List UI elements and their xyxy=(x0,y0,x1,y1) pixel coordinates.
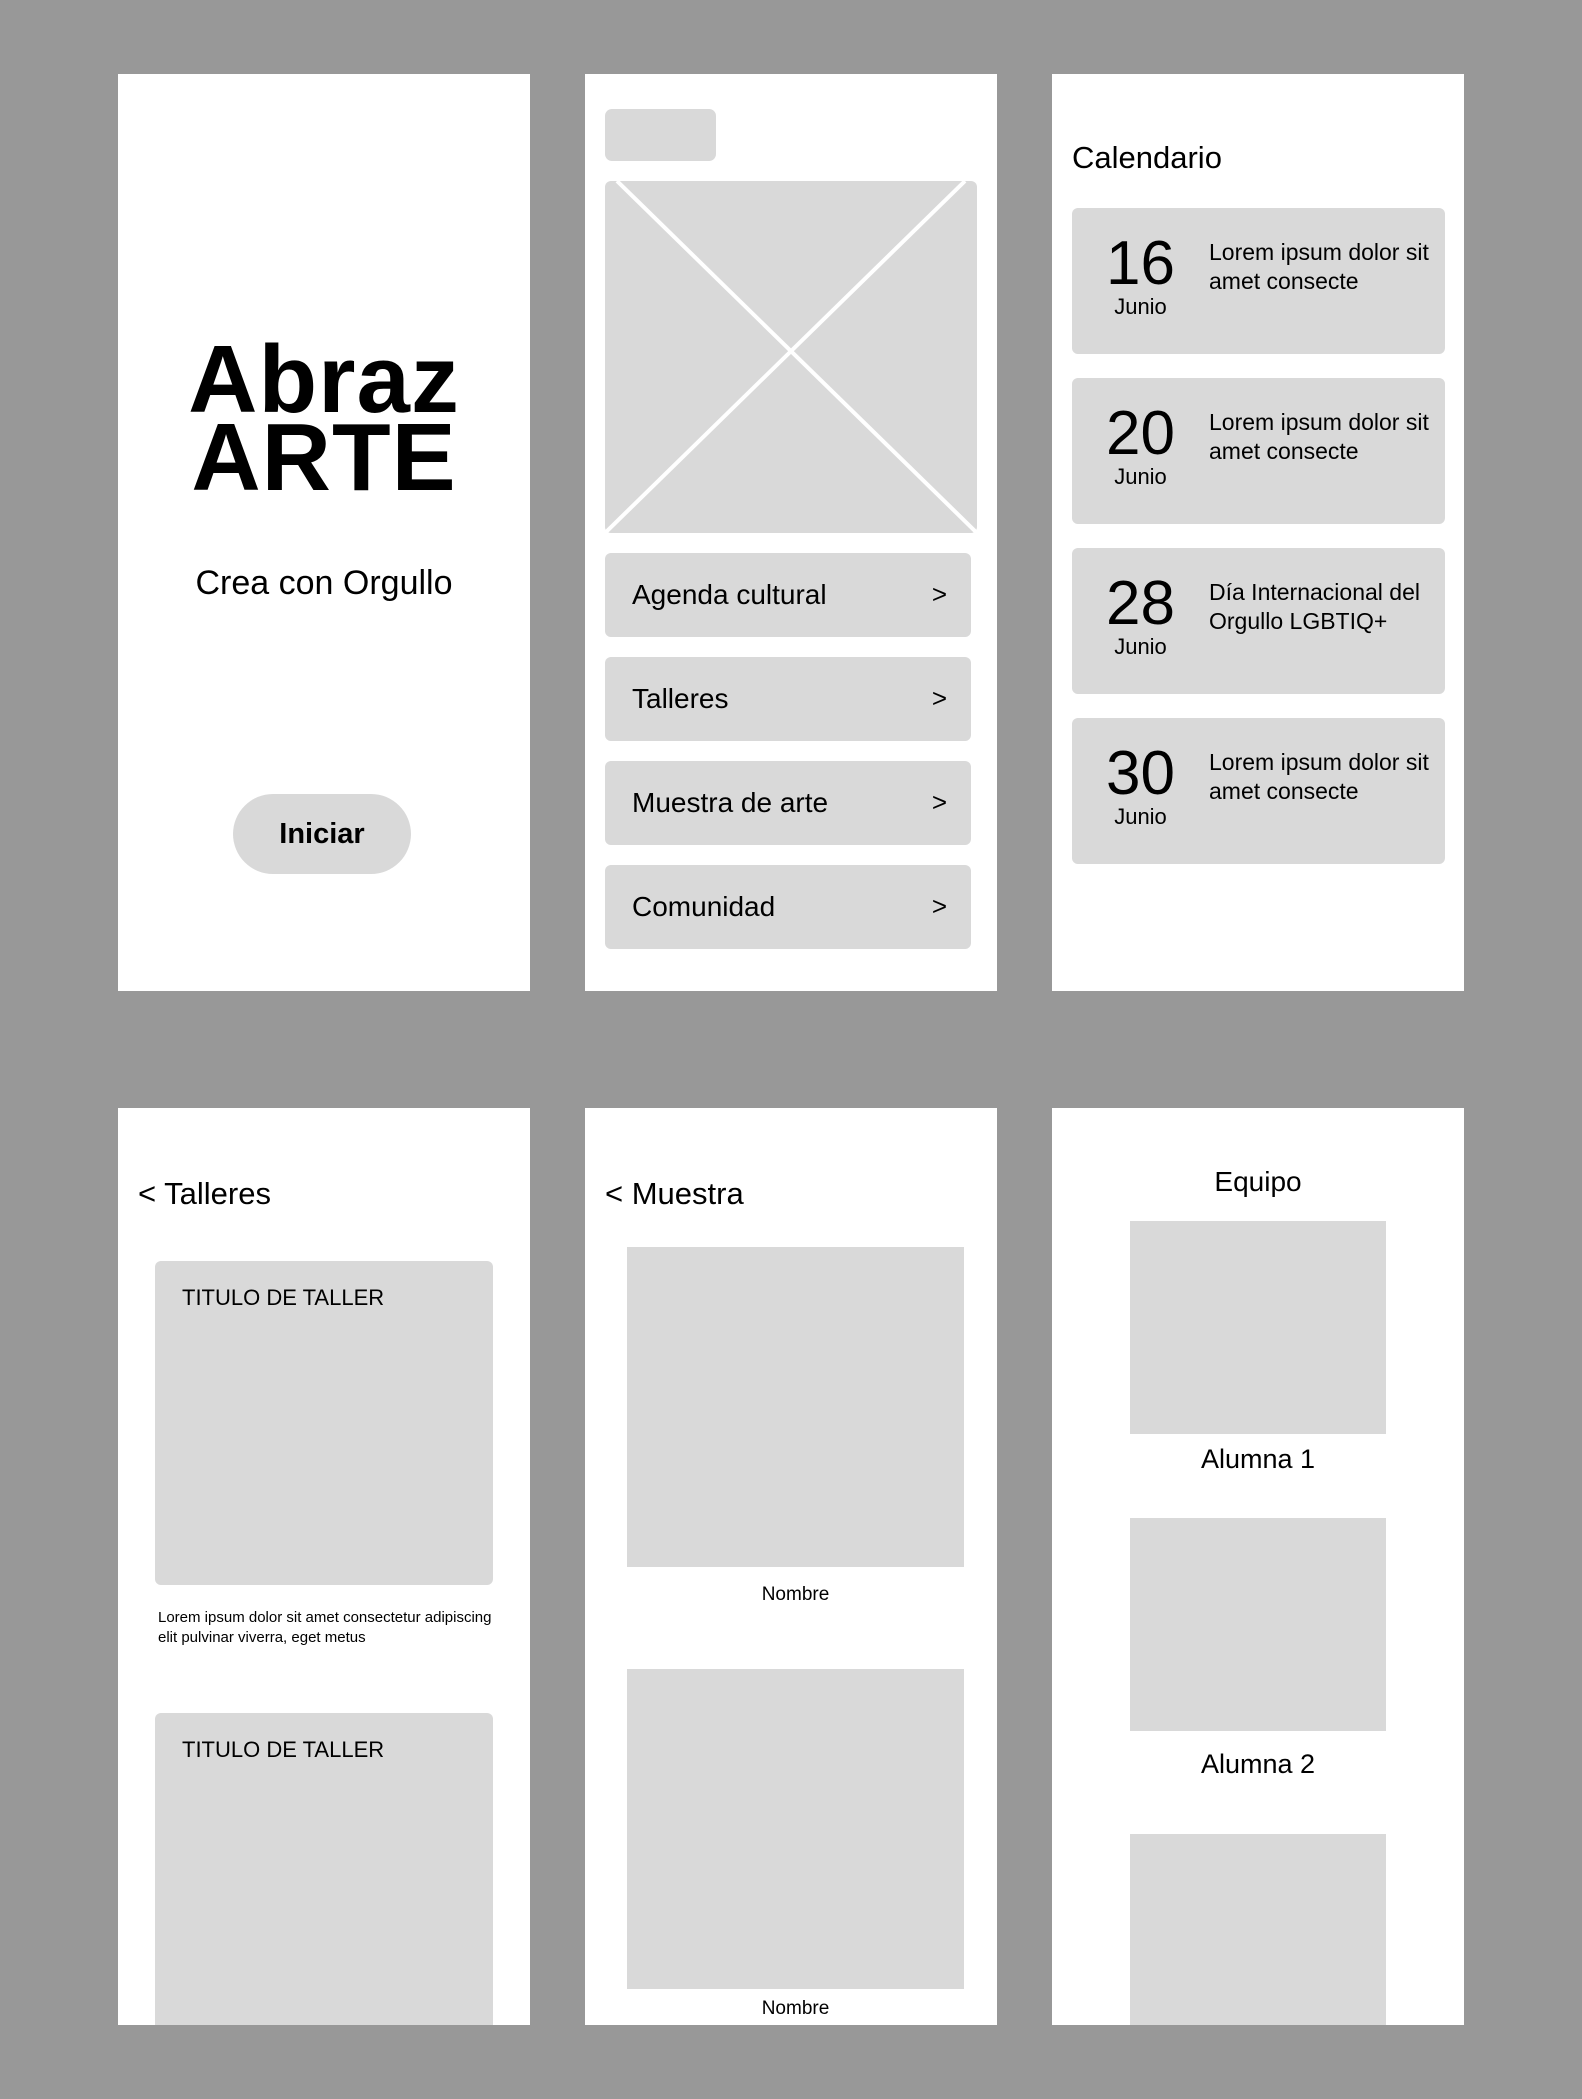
workshop-card[interactable] xyxy=(155,1261,493,1585)
menu-item-label: Talleres xyxy=(632,683,729,714)
tagline: Crea con Orgullo xyxy=(195,564,453,602)
event-description: Lorem ipsum dolor sit amet consecte xyxy=(1209,239,1429,294)
event-day: 30 xyxy=(1106,739,1175,808)
calendar-event[interactable] xyxy=(1072,208,1445,354)
event-month: Junio xyxy=(1114,634,1167,659)
home-screen xyxy=(585,74,997,991)
team-screen xyxy=(1052,1108,1464,2025)
page-title: Equipo xyxy=(1214,1166,1302,1197)
menu-item-label: Muestra de arte xyxy=(632,787,829,818)
calendar-event[interactable] xyxy=(1072,718,1445,864)
workshops-screen xyxy=(118,1108,530,2025)
menu-item-muestra-de-arte[interactable] xyxy=(605,761,971,845)
member-photo-placeholder[interactable] xyxy=(1130,1518,1386,1731)
calendar-event[interactable] xyxy=(1072,548,1445,694)
event-description: Lorem ipsum dolor sit amet consecte xyxy=(1209,409,1429,464)
calendar-screen xyxy=(1052,74,1464,991)
event-month: Junio xyxy=(1114,804,1167,829)
chevron-right-icon: > xyxy=(931,787,947,817)
brand-title-line-1: Abraz xyxy=(188,326,460,433)
member-name: Alumna 2 xyxy=(1200,1749,1316,1779)
back-button-talleres[interactable]: < Talleres xyxy=(138,1176,271,1211)
artwork-image-placeholder[interactable] xyxy=(627,1669,964,1989)
menu-item-agenda-cultural[interactable] xyxy=(605,553,971,637)
event-day: 16 xyxy=(1106,229,1175,298)
page-title: Calendario xyxy=(1072,140,1222,175)
workshop-card[interactable] xyxy=(155,1713,493,2025)
chevron-right-icon: > xyxy=(931,891,947,921)
menu-item-label: Agenda cultural xyxy=(632,579,827,610)
menu-item-label: Comunidad xyxy=(632,891,776,922)
header-placeholder-button[interactable] xyxy=(605,109,716,161)
back-button-muestra[interactable]: < Muestra xyxy=(605,1176,744,1211)
menu-item-comunidad[interactable] xyxy=(605,865,971,949)
menu-item-talleres[interactable] xyxy=(605,657,971,741)
workshop-description: Lorem ipsum dolor sit amet consectetur adipiscing elit pulvinar viverra, eget metus xyxy=(158,1609,492,1646)
hero-image-placeholder xyxy=(605,181,977,533)
member-photo-placeholder[interactable] xyxy=(1130,1221,1386,1434)
artwork-image-placeholder[interactable] xyxy=(627,1247,964,1567)
workshop-title: TITULO DE TALLER xyxy=(182,1737,385,1762)
image-placeholder-cross-icon xyxy=(605,181,977,533)
member-photo-placeholder[interactable] xyxy=(1130,1834,1386,2025)
splash-screen xyxy=(118,74,530,991)
chevron-right-icon: > xyxy=(931,579,947,609)
event-description: Día Internacional del Orgullo LGBTIQ+ xyxy=(1209,579,1420,634)
calendar-event[interactable] xyxy=(1072,378,1445,524)
artwork-name: Nombre xyxy=(761,1998,830,2019)
brand-title-line-2: ARTE xyxy=(191,404,457,511)
artwork-name: Nombre xyxy=(761,1584,830,1605)
start-button[interactable]: Iniciar xyxy=(233,794,411,874)
event-month: Junio xyxy=(1114,464,1167,489)
workshop-title: TITULO DE TALLER xyxy=(182,1285,385,1310)
event-day: 20 xyxy=(1106,399,1175,468)
event-month: Junio xyxy=(1114,294,1167,319)
chevron-right-icon: > xyxy=(931,683,947,713)
event-description: Lorem ipsum dolor sit amet consecte xyxy=(1209,749,1429,804)
event-day: 28 xyxy=(1106,569,1175,638)
gallery-screen xyxy=(585,1108,997,2025)
member-name: Alumna 1 xyxy=(1200,1444,1316,1474)
